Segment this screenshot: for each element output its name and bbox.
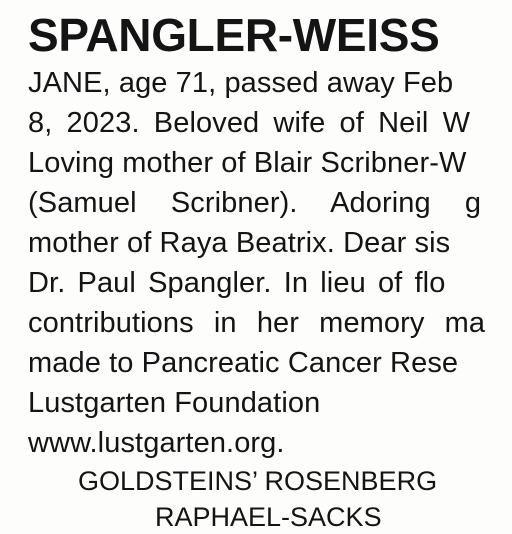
obituary-surname-heading: SPANGLER-WEISS bbox=[28, 9, 440, 61]
obituary-text-line: Loving mother of Blair Scribner-W bbox=[28, 147, 467, 179]
funeral-home-name: GOLDSTEINS’ ROSENBERG bbox=[78, 466, 438, 496]
obituary-text-line: made to Pancreatic Cancer Rese bbox=[28, 347, 459, 379]
obituary-text-line: Dr. Paul Spangler. In lieu of flo bbox=[28, 267, 446, 299]
obituary-text-line: 8, 2023. Beloved wife of Neil W bbox=[28, 107, 471, 139]
obituary-text-line: mother of Raya Beatrix. Dear sis bbox=[28, 227, 451, 259]
obituary-text-line: (Samuel Scribner). Adoring g bbox=[28, 187, 482, 219]
funeral-home-name-continued: RAPHAEL-SACKS bbox=[155, 502, 382, 532]
obituary-text-line: JANE, age 71, passed away Feb bbox=[28, 67, 454, 99]
obituary-text-line: Lustgarten Foundation bbox=[28, 387, 321, 419]
obituary-website: www.lustgarten.org. bbox=[28, 427, 285, 459]
obituary-text-line: contributions in her memory ma bbox=[28, 307, 486, 339]
